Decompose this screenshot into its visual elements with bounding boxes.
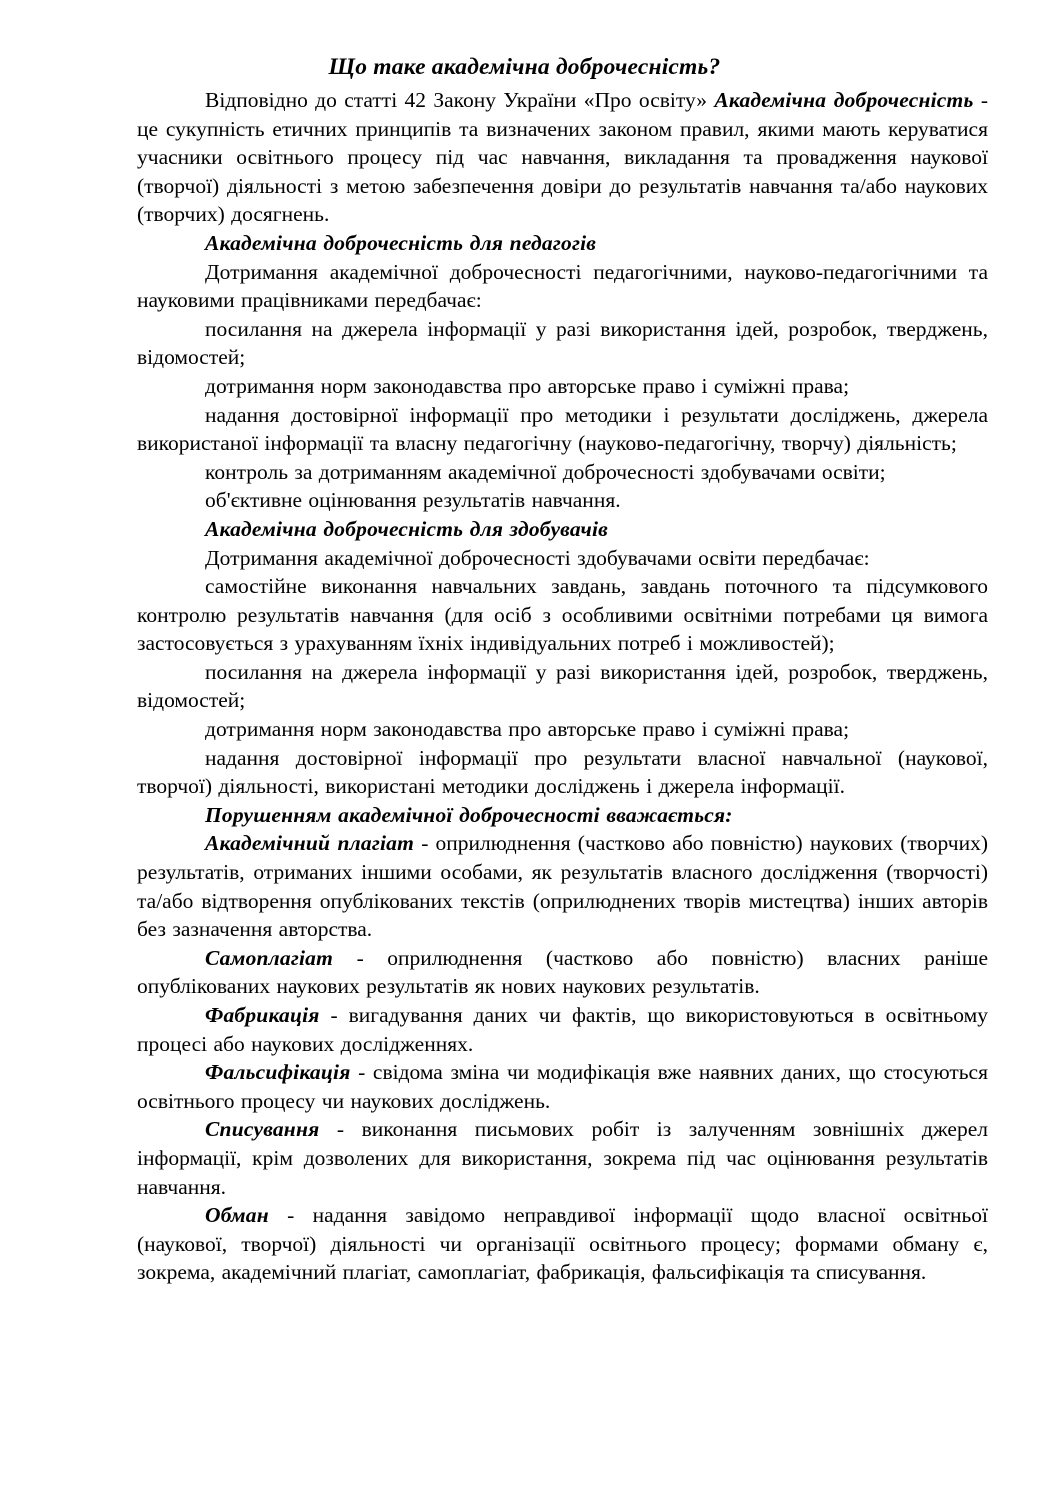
document-title: Що таке академічна доброчесність? xyxy=(328,54,721,80)
text-run: - це сукупність етичних принципів та визначених законом правил, якими мають керуватися учасники освітнього процесу під час навчання, викладання та провадження наукової (творчої) діяльності з метою забезпечення довіри до результатів навчання та/або наукових (творчих) досягнень. xyxy=(137,88,988,227)
paragraph xyxy=(137,486,988,515)
paragraph xyxy=(137,1115,988,1201)
paragraph xyxy=(137,1058,988,1115)
emphasized-term: Порушенням академічної доброчесності вважається: xyxy=(205,802,733,827)
paragraph xyxy=(137,1001,988,1058)
text-run: - вигадування даних чи фактів, що використовуються в освітньому процесі або наукових дослідженнях. xyxy=(137,1003,988,1056)
emphasized-term: Обман xyxy=(205,1203,269,1228)
paragraph xyxy=(137,572,988,658)
emphasized-term: Академічна доброчесність для педагогів xyxy=(205,230,597,255)
text-run: самостійне виконання навчальних завдань, завдань поточного та підсумкового контролю результатів навчання (для осіб з особливими освітніми потребами ця вимога застосовується з урахуванням їхніх індивідуальних потреб і можливостей); xyxy=(137,574,988,656)
text-run: посилання на джерела інформації у разі використання ідей, розробок, тверджень, відомостей; xyxy=(137,659,988,713)
text-run: надання достовірної інформації про методики і результати досліджень, джерела використаної інформації та власну педагогічну (науково-педагогічну, творчу) діяльність; xyxy=(137,402,988,456)
text-run: Дотримання академічної доброчесності здобувачами освіти передбачає: xyxy=(205,545,870,570)
section-heading xyxy=(137,515,988,544)
document-body xyxy=(137,86,988,1287)
paragraph xyxy=(137,944,988,1001)
paragraph xyxy=(137,829,988,943)
text-run: Дотримання академічної доброчесності педагогічними, науково-педагогічними та науковими працівниками передбачає: xyxy=(137,259,988,313)
paragraph xyxy=(137,315,988,372)
paragraph xyxy=(137,401,988,458)
emphasized-term: Списування xyxy=(205,1117,320,1142)
paragraph xyxy=(137,744,988,801)
text-run: - надання завідомо неправдивої інформації щодо власної освітньої (наукової, творчої) діяльності чи організації освітнього процесу; формами обману є, зокрема, академічний плагіат, самоплагіат, фабрикація, фальсифікація та списування. xyxy=(137,1203,988,1285)
emphasized-term: Академічний плагіат xyxy=(205,831,415,856)
text-run: - виконання письмових робіт із залученням зовнішніх джерел інформації, крім дозволених для використання, зокрема під час оцінювання результатів навчання. xyxy=(137,1117,988,1199)
text-run: - свідома зміна чи модифікація вже наявних даних, що стосуються освітнього процесу чи наукових досліджень. xyxy=(137,1060,988,1113)
paragraph xyxy=(137,658,988,715)
paragraph xyxy=(137,258,988,315)
text-run: надання достовірної інформації про результати власної навчальної (наукової, творчої) діяльності, використані методики досліджень і джерела інформації. xyxy=(137,745,988,799)
section-heading xyxy=(137,229,988,258)
paragraph xyxy=(137,715,988,744)
text-run: - оприлюднення (частково або повністю) наукових (творчих) результатів, отриманих іншими особами, як результатів власного дослідження (творчості) та/або відтворення опублікованих текстів (оприлюднених творів мистецтва) інших авторів без зазначення авторства. xyxy=(137,831,989,942)
text-run: контроль за дотриманням академічної доброчесності здобувачами освіти; xyxy=(205,459,886,484)
paragraph xyxy=(137,372,988,401)
emphasized-term: Академічна доброчесність для здобувачів xyxy=(205,516,608,541)
text-run: - оприлюднення (частково або повністю) власних раніше опублікованих наукових результатів як нових наукових результатів. xyxy=(137,945,988,999)
text-run: об'єктивне оцінювання результатів навчання. xyxy=(205,488,621,513)
text-run: Відповідно до статті 42 Закону України «Про освіту» xyxy=(205,88,715,112)
emphasized-term: Фальсифікація xyxy=(205,1060,351,1085)
emphasized-term: Фабрикація xyxy=(205,1003,320,1027)
section-heading xyxy=(137,801,988,830)
paragraph xyxy=(137,86,988,229)
text-run: дотримання норм законодавства про авторське право і суміжні права; xyxy=(205,373,850,398)
emphasized-term: Самоплагіат xyxy=(205,945,334,970)
text-run: посилання на джерела інформації у разі використання ідей, розробок, тверджень, відомостей; xyxy=(137,316,988,370)
paragraph xyxy=(137,1201,988,1287)
emphasized-term: Академічна доброчесність xyxy=(714,88,974,112)
text-run: дотримання норм законодавства про авторське право і суміжні права; xyxy=(205,717,850,742)
paragraph xyxy=(137,458,988,487)
paragraph xyxy=(137,544,988,573)
